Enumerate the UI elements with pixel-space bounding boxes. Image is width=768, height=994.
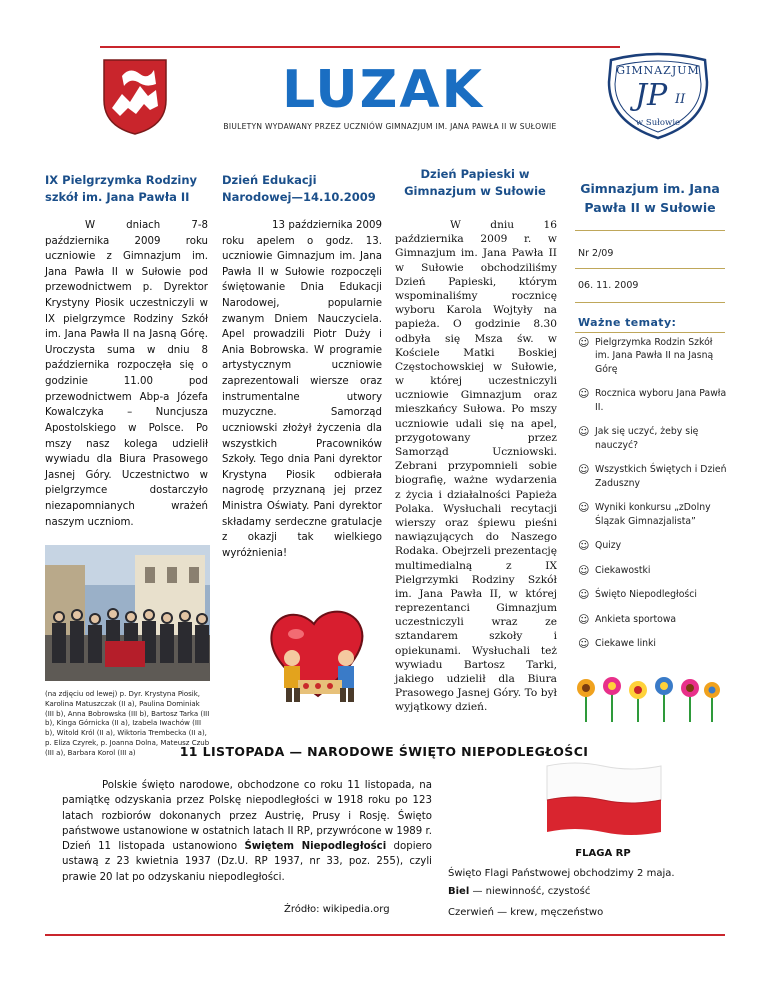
topic-label: Rocznica wyboru Jana Pawła II. <box>595 388 727 413</box>
logo-place: w Sułowie <box>635 118 681 128</box>
logo-numeral: II <box>675 92 686 107</box>
smiley-icon: ☺ <box>578 588 590 602</box>
sidebar-title: Gimnazjum im. Jana Pawła II w Sułowie <box>580 181 720 215</box>
news-source: Źródło: wikipedia.org <box>284 904 390 915</box>
topic-item <box>578 463 728 490</box>
smiley-icon: ☺ <box>578 336 590 349</box>
col1-heading: IX Pielgrzymka Rodziny szkół im. Jana Pawła II <box>45 173 198 205</box>
topic-item <box>578 425 728 452</box>
flag-title: FLAGA RP <box>575 848 631 859</box>
flag-white-word: Biel <box>448 886 470 897</box>
school-logo <box>603 52 713 142</box>
topic-item <box>578 564 728 577</box>
topic-item <box>578 539 728 552</box>
logo-monogram: JP <box>635 78 668 113</box>
col1-body: W dniach 7-8 października 2009 roku uczniowie z Gimnazjum im. Jana Pawła II w Sułowie pod przewodnictwem p. Dyrektor Krystyny Piosik uczestniczyli w IX pielgrzymce Rodziny Szkół im. Jana Pawła II na Jasną Górę. Uroczysta suma w dniu 8 października rozpoczęła się o godzinie 11.00 pod przewodnictwem Abp-a Józefa Kowalczyka – Nuncjusza Apostolskiego w Polsce. Po mszy nasz kolega udzielił wywiadu dla Biura Prasowego Jasnej Góry. Uczestnictwo w pielgrzymce dostarczyło niezapomnianych wrażeń naszym uczniom. <box>45 220 208 528</box>
news-text-b: dopiero ustawą z 23 kwietnia 1937 (Dz.U. RP 1937, nr 33, poz. 255), czyli prawie 20 lat po odzyskaniu niepodległości. <box>62 841 432 883</box>
smiley-icon: ☺ <box>578 425 590 439</box>
logo-school-word: GIMNAZJUM <box>616 64 700 77</box>
flag-red-line: Czerwień — krew, męczeństwo <box>448 907 604 918</box>
news-text-a: Polskie święto narodowe, obchodzone co roku 11 listopada, na pamiątkę odzyskania przez Polskę niepodległości w 1918 roku po 123 latach rozbiorów dokonanych przez Austrię, Prusy i Rosję. Święto państwowe ustanowione w ostatnich latach II RP, przywrócone w 1989 r. Dzień 11 listopada ustanowiono <box>62 780 432 853</box>
topic-item <box>578 613 728 626</box>
issue-number: Nr 2/09 <box>578 248 614 259</box>
sidebar-divider <box>575 302 725 303</box>
col2-heading: Dzień Edukacji Narodowej—14.10.2009 <box>222 173 376 205</box>
smiley-icon: ☺ <box>578 501 590 515</box>
topic-label: Wszystkich Świętych i Dzień Zaduszny <box>595 464 727 489</box>
topic-label: Quizy <box>595 540 622 552</box>
flowers-icon <box>572 672 722 724</box>
topic-label: Ciekawe linki <box>595 638 657 650</box>
topic-label: Wyniki konkursu „zDolny Ślązak Gimnazjalista” <box>595 502 711 527</box>
topic-label: Jak się uczyć, żeby się nauczyć? <box>595 426 699 451</box>
topic-item <box>578 501 728 528</box>
sidebar-divider <box>575 268 725 269</box>
topics-heading: Ważne tematy: <box>578 316 677 329</box>
smiley-icon: ☺ <box>578 612 590 626</box>
news-text-bold: Świętem Niepodległości <box>244 841 387 853</box>
news-heading: 11 LISTOPADA — NARODOWE ŚWIĘTO NIEPODLEGŁOŚCI <box>179 744 589 759</box>
masthead-title: LUZAK <box>282 60 484 120</box>
topics-list <box>578 336 728 662</box>
topic-label: Ankieta sportowa <box>595 613 677 625</box>
bottom-rule <box>45 934 725 936</box>
issue-date: 06. 11. 2009 <box>578 280 639 291</box>
heart-illustration <box>262 600 374 710</box>
photo-caption: (na zdjęciu od lewej) p. Dyr. Krystyna Piosik, Karolina Matuszczak (II a), Paulina Dominiak (III b), Anna Bobrowska (III b), Bartosz Tarka (III b), Kinga Górnicka (II a), Izabela Iwachów (III b), Witold Król (II a), Wiktoria Trembecka (II a), p. Eliza Czyrek, p. Joanna Dolna, Mateusz Czub (III a), Barbara Korol (III a) <box>45 690 210 757</box>
smiley-icon: ☺ <box>578 463 590 477</box>
topic-item <box>578 637 728 650</box>
news-body <box>62 778 432 885</box>
flag-white-text: — niewinność, czystość <box>469 886 591 897</box>
col2-body: 13 października 2009 roku apelem o godz. 13. uczniowie Gimnazjum im. Jana Pawła II w Sułowie rozpoczęli świętowanie Dnia Edukacji Narodowej, popularnie zwanym Dniem Nauczyciela. Apel prowadzili Piotr Duży i Ania Bobrowska. W programie artystycznym uczniowie zaprezentowali wiersze oraz instrumentalne utwory muzyczne. Samorząd uczniowski złożył życzenia dla wszystkich Pracowników Szkoły. Tego dnia Pani dyrektor Krystyna Piosik odbierała nagrodę przyznaną jej przez Ministra Oświaty. Pani dyrektor składamy serdeczne gratulacje z okazji tak wielkiego wyróżnienia! <box>222 220 382 559</box>
polish-flag-icon <box>545 760 663 840</box>
topic-item <box>578 588 728 601</box>
topic-item <box>578 387 728 414</box>
pilgrimage-photo <box>45 545 210 681</box>
flag-white-line <box>448 886 738 897</box>
smiley-icon: ☺ <box>578 387 590 401</box>
sidebar-divider <box>575 332 725 333</box>
flag-day-text: Święto Flagi Państwowej obchodzimy 2 maja. <box>448 868 675 879</box>
topic-label: Pielgrzymka Rodzin Szkół im. Jana Pawła II na Jasną Górę <box>595 337 714 375</box>
topic-label: Święto Niepodległości <box>595 589 697 601</box>
topic-label: Ciekawostki <box>595 564 651 576</box>
smiley-icon: ☺ <box>578 637 590 651</box>
topic-item <box>578 336 728 376</box>
smiley-icon: ☺ <box>578 563 590 577</box>
masthead-subtitle: BIULETYN WYDAWANY PRZEZ UCZNIÓW GIMNAZJUM IM. JANA PAWŁA II W SUŁOWIE <box>223 122 557 131</box>
col3-heading: Dzień Papieski w Gimnazjum w Sułowie <box>404 167 546 199</box>
top-rule <box>100 46 620 48</box>
smiley-icon: ☺ <box>578 539 590 553</box>
col3-body: W dniu 16 października 2009 r. w Gimnazjum im. Jana Pawła II w Sułowie obchodziliśmy Dzień Papieski, którym wspominaliśmy rocznicę wyboru Karola Wojtyły na papieża. O godzinie 8.30 odbyła się Msza św. w Kościele Matki Boskiej Częstochowskiej w Sułowie, w której uczestniczyli uczniowie Gimnazjum oraz mieszkańcy Sułowa. Po mszy uczniowie udali się na apel, przygotowany przez Samorząd Uczniowski. Zebrani przypomnieli sobie biografię, ważne wydarzenia z życia i działalności Papieża Polaka. Wysłuchali recytacji wierszy oraz śpiewu pieśni nawiązujących do Naszego Rodaka. Obejrzeli prezentację multimedialną z IX Pielgrzymki Rodziny Szkół im. Jana Pawła II, w której reprezentanci Gimnazjum uczestniczyli wraz ze sztandarem szkoły i opiekunami. Wysłuchali też wywiadu Bartosz Tarki, jakiego udzielił dla Biura Prasowego Jasnej Góry. To był wyjątkowy dzień. <box>395 219 557 714</box>
sidebar-divider <box>575 230 725 231</box>
